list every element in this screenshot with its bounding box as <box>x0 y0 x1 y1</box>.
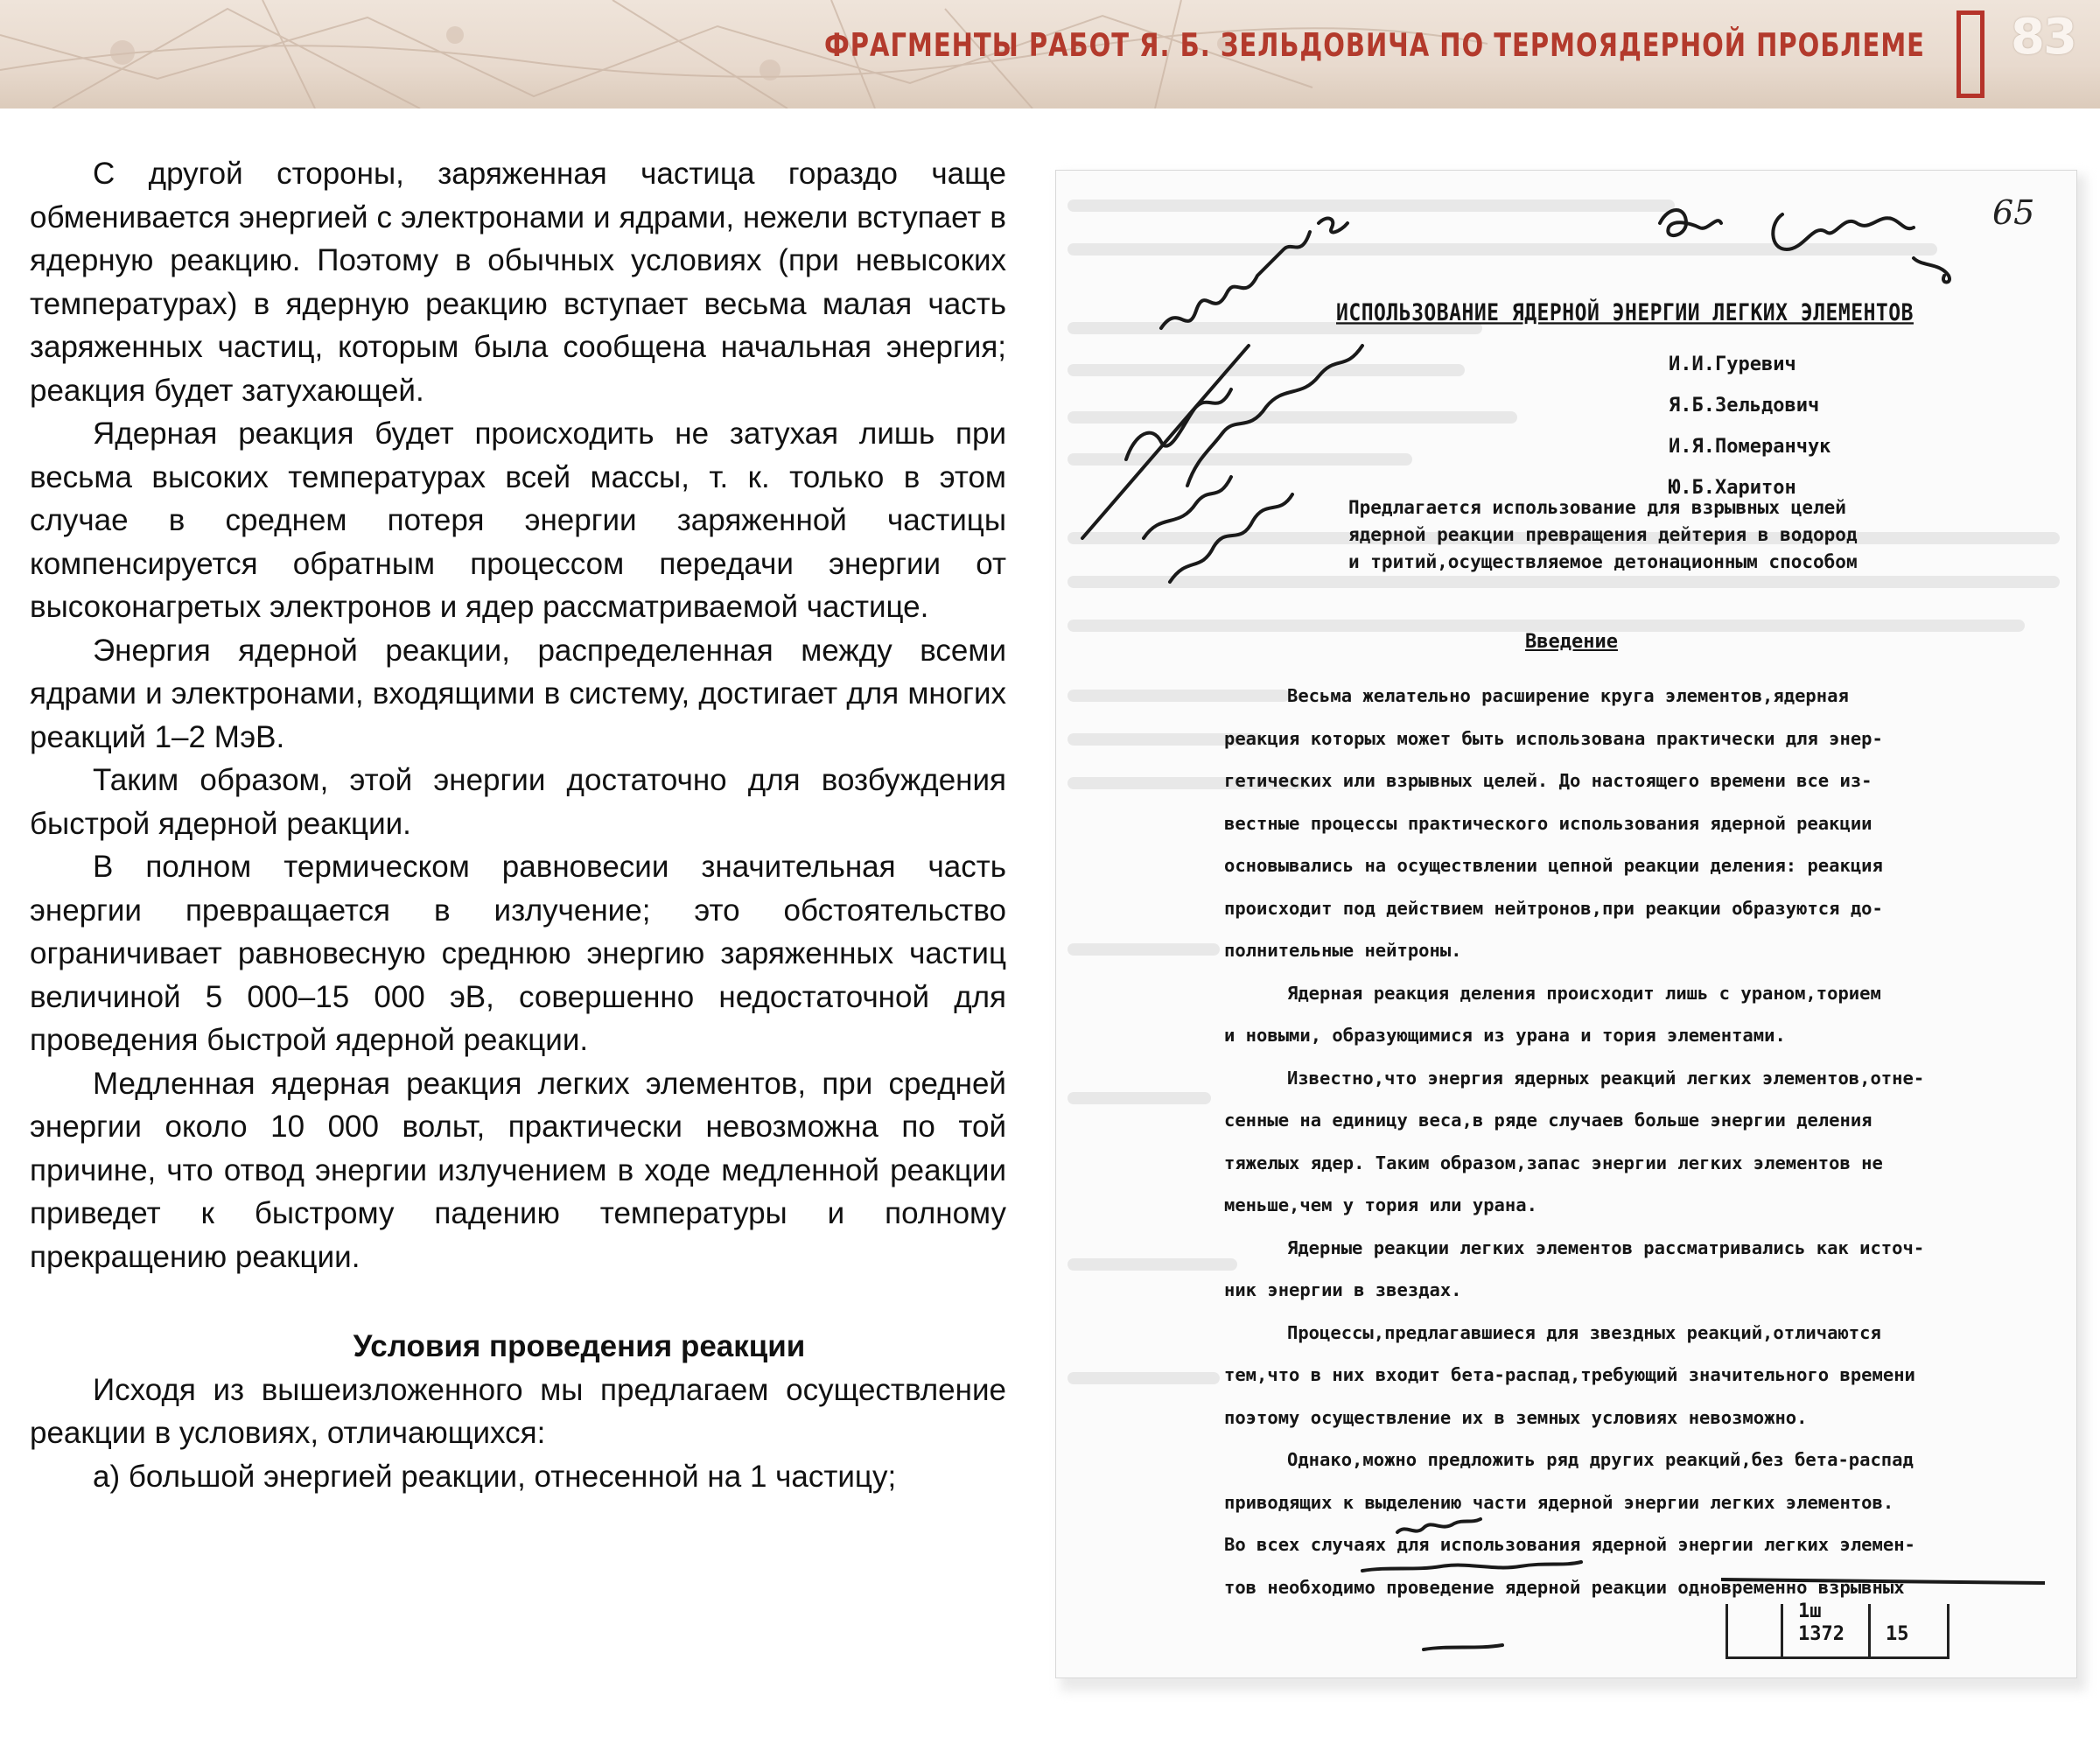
typed-line: реакция которых может быть использована практически для энер- <box>1224 727 1883 749</box>
article-paragraph: Исходя из вышеизложенного мы предлагаем осуществление реакции в условиях, отличающихся: <box>30 1372 1006 1450</box>
document-abstract <box>1348 494 1858 576</box>
typed-line: происходит под действием нейтронов,при реакции образуются до- <box>1224 897 1883 919</box>
running-title: ФРАГМЕНТЫ РАБОТ Я. Б. ЗЕЛЬДОВИЧА ПО ТЕРМОЯДЕРНОЙ ПРОБЛЕМЕ <box>824 26 1925 64</box>
author-name: Я.Б.Зельдович <box>1669 395 1820 417</box>
stamp-cell: 15 <box>1886 1623 1909 1645</box>
typed-line: тем,что в них входит бета-распад,требующий значительного времени <box>1224 1364 1915 1385</box>
article-paragraph: а) большой энергией реакции, отнесенной на 1 частицу; <box>93 1459 897 1494</box>
typed-line: полнительные нейтроны. <box>1224 940 1462 961</box>
typed-line: Ядерная реакция деления происходит лишь с ураном,торием <box>1287 982 1881 1004</box>
article-paragraph: Таким образом, этой энергии достаточно для возбуждения быстрой ядерной реакции. <box>30 763 1006 841</box>
document-title: ИСПОЛЬЗОВАНИЕ ЯДЕРНОЙ ЭНЕРГИИ ЛЕГКИХ ЭЛЕМЕНТОВ <box>1336 300 1914 326</box>
typed-line: Процессы,предлагавшиеся для звездных реакций,отличаются <box>1287 1321 1881 1343</box>
typed-line: приводящих к выделению части ядерной энергии легких элементов. <box>1224 1491 1894 1513</box>
document-section-heading: Введение <box>1525 631 1618 653</box>
page-number: 83 <box>2011 9 2076 66</box>
typed-line: Известно,что энергия ядерных реакций легких элементов,отне- <box>1287 1067 1925 1089</box>
section-heading: Условия проведения реакции <box>353 1329 806 1363</box>
typed-line: меньше,чем у тория или урана. <box>1224 1194 1537 1215</box>
stamp-cell: 1ш <box>1798 1600 1822 1622</box>
typed-line: гетических или взрывных целей. До настоящего времени все из- <box>1224 770 1872 791</box>
author-name: Ю.Б.Харитон <box>1669 477 1796 499</box>
author-name: И.И.Гуревич <box>1669 354 1796 375</box>
header-frame-ornament <box>1956 11 1984 98</box>
document-body <box>1224 675 1924 1608</box>
typed-line: поэтому осуществление их в земных условиях невозможно. <box>1224 1406 1808 1428</box>
typed-line: ник энергии в звездах. <box>1224 1279 1462 1300</box>
abstract-line: и тритий,осуществляемое детонационным способом <box>1348 551 1858 572</box>
typed-line: и новыми, образующимися из урана и тория элементами. <box>1224 1025 1786 1046</box>
article-paragraph: Энергия ядерной реакции, распределенная между всеми ядрами и электронами, входящими в систему, достигает для многих реакций 1–2 МэВ. <box>30 633 1006 754</box>
typed-line: тяжелых ядер. Таким образом,запас энергии легких элементов не <box>1224 1152 1883 1173</box>
typed-line: Весьма желательно расширение круга элементов,ядерная <box>1287 685 1849 706</box>
article-paragraph: В полном термическом равновесии значительная часть энергии превращается в излучение; это обстоятельство ограничивает равновесную среднюю энергию заряженных частиц величиной 5 000–15 000 эВ, совершенно недостаточной для проведения быстрой ядерной реакции. <box>30 850 1006 1057</box>
abstract-line: Предлагается использование для взрывных целей <box>1348 497 1846 518</box>
article-column <box>30 152 1006 1498</box>
typed-line: Во всех случаях для использования ядерной энергии легких элемен- <box>1224 1534 1915 1555</box>
abstract-line: ядерной реакции превращения дейтерия в водород <box>1348 524 1858 545</box>
author-name: И.Я.Померанчук <box>1669 436 1831 458</box>
author-list <box>1669 344 1830 508</box>
stamp-cell: 1372 <box>1798 1623 1844 1645</box>
typed-line: основывались на осуществлении цепной реакции деления: реакция <box>1224 855 1883 876</box>
typed-line: сенные на единицу веса,в ряде случаев больше энергии деления <box>1224 1110 1872 1131</box>
typed-line: вестные процессы практического использования ядерной реакции <box>1224 812 1872 834</box>
article-paragraph: С другой стороны, заряженная частица гораздо чаще обменивается энергией с электронами и ядрами, нежели вступает в ядерную реакцию. Поэтому в обычных условиях (при невысоких температурах) в ядерную реакцию вступает весьма малая часть заряженных частиц, которым была сообщена начальная энергия; реакция будет затухающей. <box>30 157 1006 408</box>
typed-line: тов необходимо проведение ядерной реакции одновременно взрывных <box>1224 1576 1905 1598</box>
registration-stamp <box>1726 1600 1950 1659</box>
document-folio: 65 <box>1992 193 2035 232</box>
article-paragraph: Медленная ядерная реакция легких элементов, при средней энергии около 10 000 вольт, практически невозможна по той причине, что отвод энергии излучением в ходе медленной реакции приведет к быстрому падению температуры и полному прекращению реакции. <box>30 1066 1006 1274</box>
article-paragraph: Ядерная реакция будет происходить не затухая лишь при весьма высоких температурах всей массы, т. к. только в этом случае в среднем потеря энергии заряженной частицы компенсируется обратным процессом передачи энергии от высоконагретых электронов и ядер рассматриваемой частице. <box>30 417 1006 624</box>
typed-line: Однако,можно предложить ряд других реакций,без бета-распад <box>1287 1449 1914 1470</box>
typed-line: Ядерные реакции легких элементов рассматривались как источ- <box>1287 1236 1925 1258</box>
scanned-document <box>1055 170 2077 1678</box>
running-header <box>0 0 2100 109</box>
